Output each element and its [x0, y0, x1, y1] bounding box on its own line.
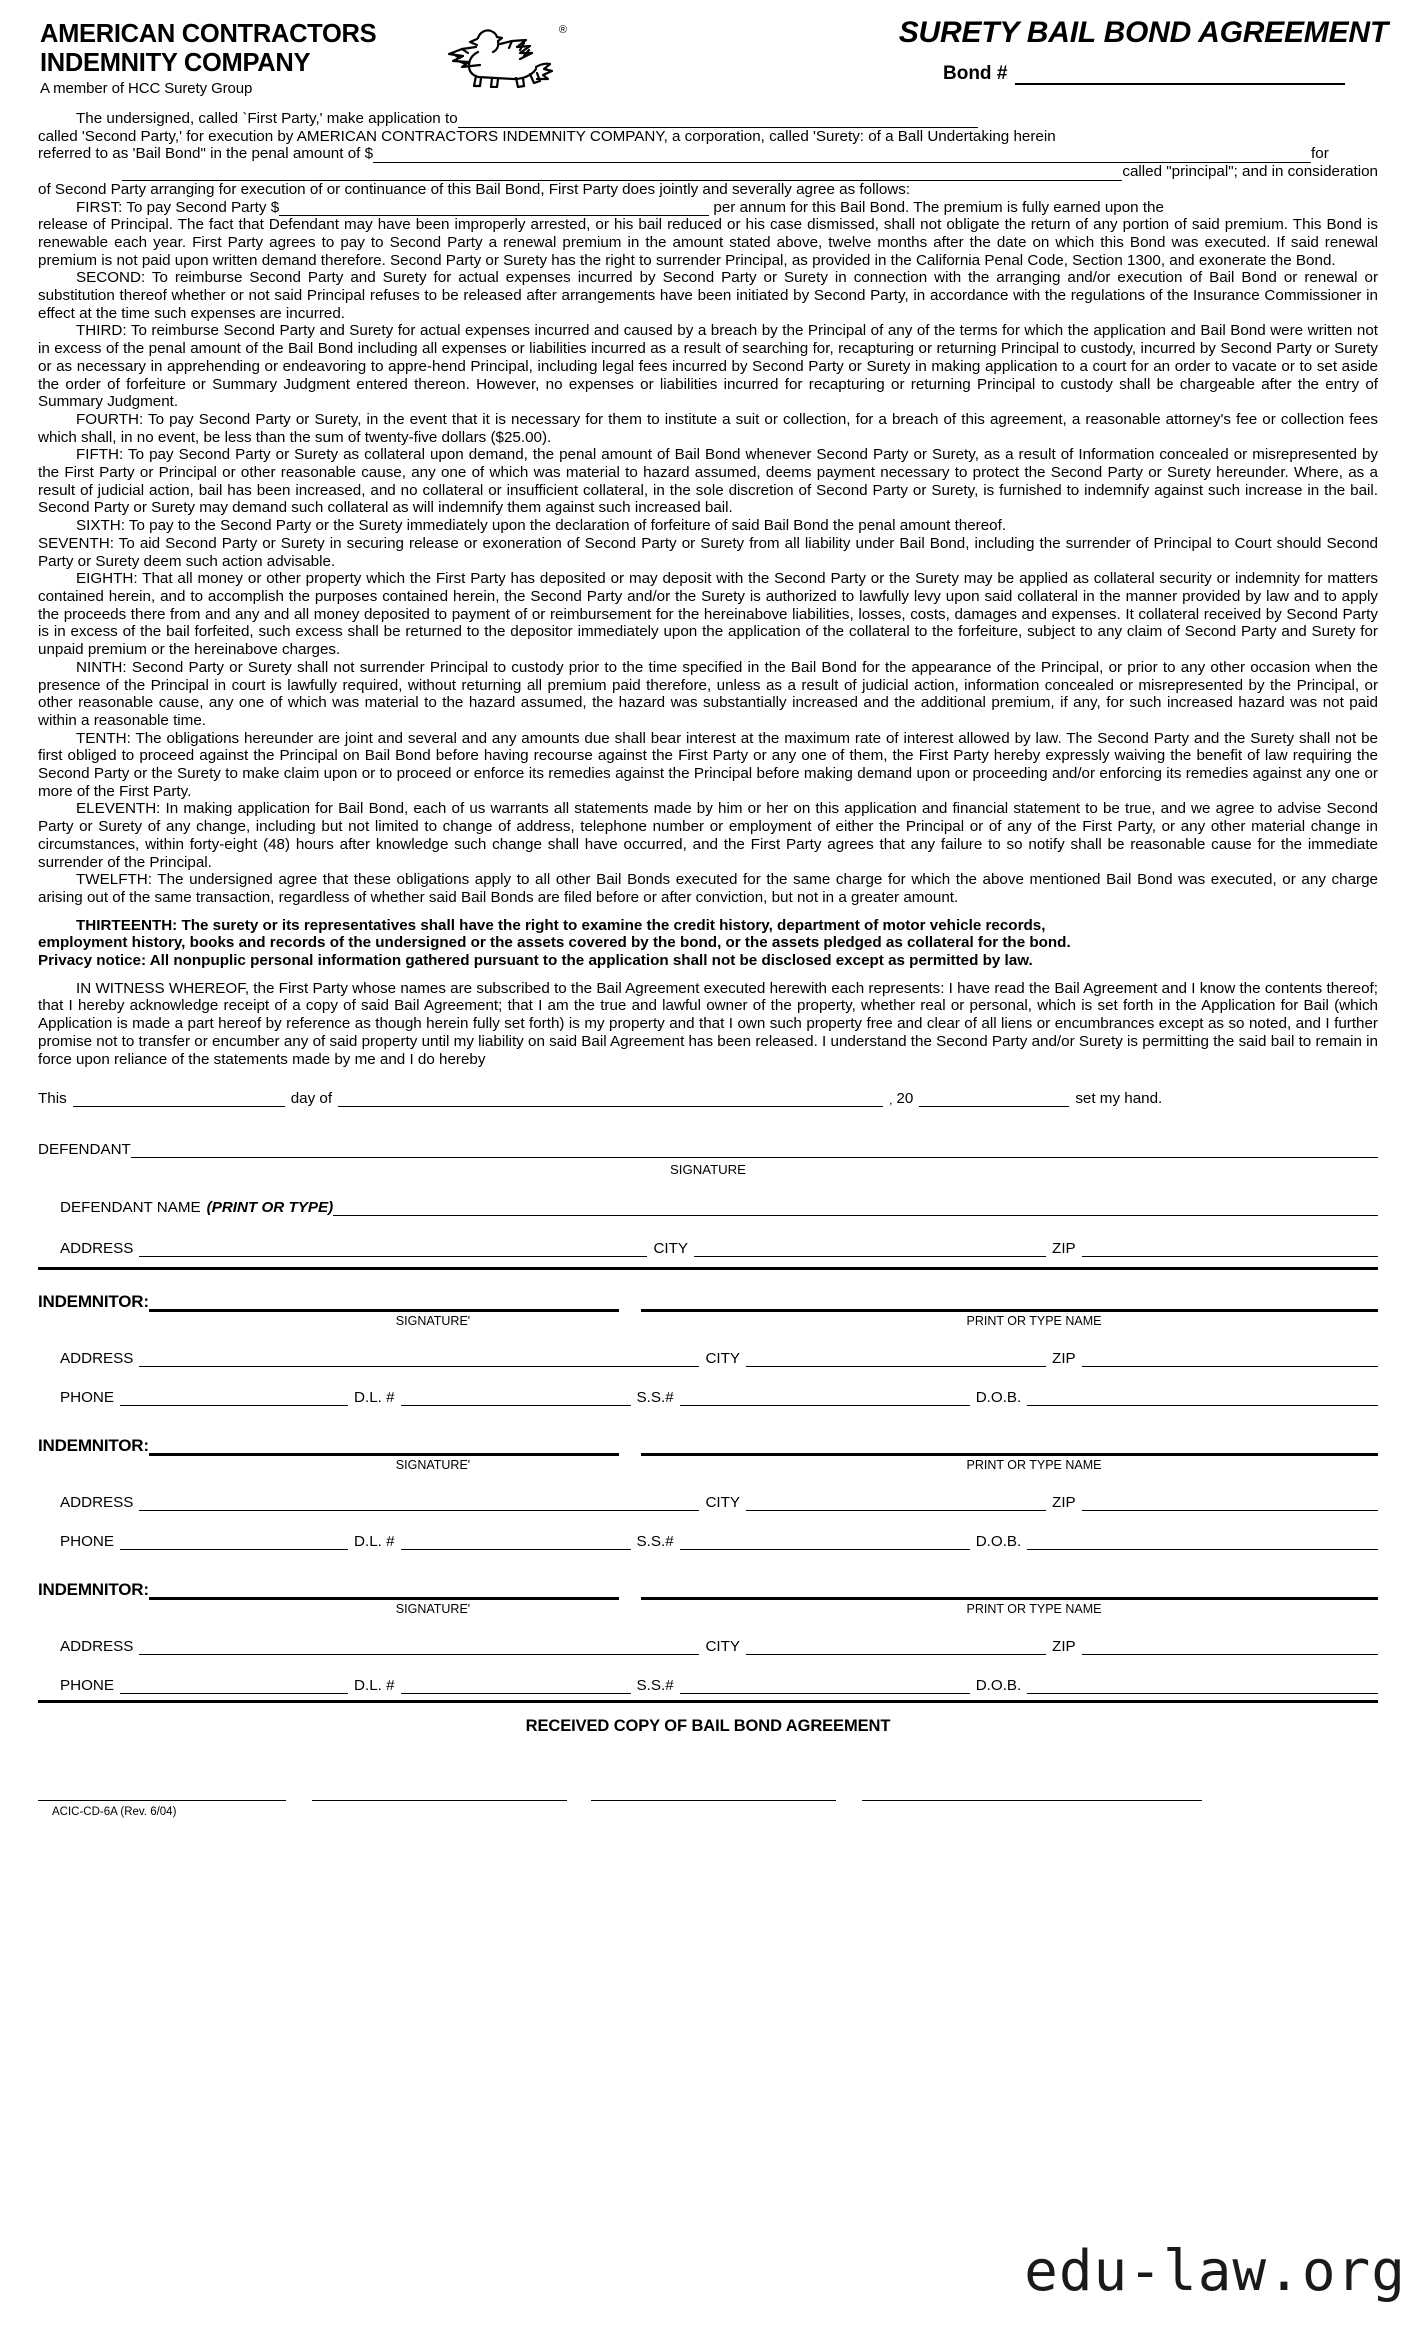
- intro-text-1: The undersigned, called `First Party,' make application to: [76, 110, 458, 127]
- intro-text-4-post: called "principal"; and in consideration: [1122, 163, 1378, 181]
- signature-form-area: [0, 1068, 1416, 1694]
- indemnitor-address-row: [38, 1350, 1378, 1367]
- indemnitor-caption-row: [38, 1314, 1378, 1328]
- indemnitor-address-blank[interactable]: [139, 1352, 699, 1367]
- indemnitor-phone-row: [38, 1677, 1378, 1694]
- indemnitor-phone-row: [38, 1533, 1378, 1550]
- witness-paragraph: IN WITNESS WHEREOF, the First Party whose names are subscribed to the Bail Agreement executed herewith each represents: I have read the Bail Agreement and I know the contents thereof; that I hereby acknowledge receipt of a copy of said Bail Agreement; that I am the true and lawful owner of the property, whether real or personal, which is set forth in the Application for Bail (which Application is made a part hereof by reference as though herein fully set forth) is my property and that I own such property free and clear of all liens or encumbrances except as so noted, and I further promise not to transfer or encumber any of said property until my liability on said Bail Agreement has been released. I understand the Second Party and/or Surety is permitting the said bail to remain in force upon reliance of the statements made by me and I do hereby: [38, 979, 1378, 1068]
- defendant-signature-row: [38, 1141, 1378, 1158]
- day-blank[interactable]: [73, 1092, 285, 1107]
- indemnitor-print-name-blank[interactable]: [641, 1583, 1378, 1600]
- indemnitor-dl-blank[interactable]: [401, 1391, 631, 1406]
- bond-number-field[interactable]: [768, 63, 1388, 85]
- indemnitor-city-blank[interactable]: [746, 1640, 1046, 1655]
- indemnitor-caption-row: [38, 1458, 1378, 1472]
- watermark: edu-law.org: [1024, 2239, 1406, 2304]
- indemnitor-print-name-caption: PRINT OR TYPE NAME: [966, 1602, 1102, 1617]
- intro-line-5: of Second Party arranging for execution of or continuance of this Bail Bond, First Party does jointly and severally agree as follows:: [38, 180, 911, 198]
- indemnitor-city-label: CITY: [705, 1494, 741, 1512]
- indemnitor-dl-blank[interactable]: [401, 1535, 631, 1550]
- date-row: [38, 1090, 1378, 1107]
- indemnitor-address-row: [38, 1494, 1378, 1511]
- company-identity-block: [40, 20, 440, 97]
- indemnitor-title-row: [38, 1580, 1378, 1600]
- clause-fourth: FOURTH: To pay Second Party or Surety, in the event that it is necessary for them to institute a suit or collection, for a breach of this agreement, a reasonable attorney's fee or collection fees which shall, in no event, be less than the sum of twenty-five dollars ($25.00).: [38, 410, 1378, 446]
- registered-trademark-icon: ®: [558, 24, 567, 36]
- clause-thirteenth-line2: employment history, books and records of the undersigned or the assets covered by the bond, or the assets pledged as collateral for the bond.: [38, 934, 1071, 952]
- form-code: ACIC-CD-6A (Rev. 6/04): [52, 1806, 177, 1819]
- clause-tenth: TENTH: The obligations hereunder are joint and several and any amounts due shall bear interest at the maximum rate of interest allowed by law. The Second Party and the Surety shall not be first obliged to proceed against the Principal on Bail Bond before having recourse against the First Party or any one of them, the First Party hereby expressly waiving the benefit of law requiring the Second Party or the Surety to make claim upon or to proceed or enforce its remedies against the Principal before making demand upon or proceeding and/or enforcing its remedies against any one or more of the First Party.: [38, 729, 1378, 800]
- indemnitor-dob-label: D.O.B.: [975, 1677, 1022, 1695]
- indemnitor-caption-row: [38, 1602, 1378, 1616]
- indemnitor-print-name-blank[interactable]: [641, 1439, 1378, 1456]
- indemnitor-address-blank[interactable]: [139, 1496, 699, 1511]
- indemnitor-dob-blank[interactable]: [1027, 1679, 1378, 1694]
- clause-eighth: EIGHTH: That all money or other property which the First Party has deposited or may deposit with the Second Party or the Surety may be applied as collateral security or indemnity for matters contained herein, and to accomplish the purposes contained herein, the Second Party and/or the Surety is authorized to lawfully levy upon said collateral in the manner provided by law and to apply the proceeds there from and any and all money deposited to payment of or reimbursement for the hereinabove liabilities, losses, costs, damages and expenses. It collateral received by Second Party is in excess of the bail forfeited, such excess shall be returned to the depositor immediately upon the application of the collateral to the forfeiture, subject to any claim of Second Party and Surety for unpaid premium or the hereinabove charges.: [38, 570, 1378, 659]
- indemnitor-address-row: [38, 1638, 1378, 1655]
- privacy-notice: Privacy notice: All nonpuplic personal information gathered pursuant to the application shall not be disclosed except as permitted by law.: [38, 952, 1033, 970]
- indemnitor-ss-blank[interactable]: [680, 1535, 970, 1550]
- intro-line-3: [38, 145, 1378, 163]
- month-blank[interactable]: [338, 1092, 883, 1107]
- applicant-blank[interactable]: [458, 114, 978, 128]
- indemnitor-ss-blank[interactable]: [680, 1679, 970, 1694]
- indemnitor-block: [38, 1436, 1378, 1550]
- indemnitor-print-name-caption: PRINT OR TYPE NAME: [966, 1314, 1102, 1329]
- indemnitor-zip-label: ZIP: [1052, 1350, 1076, 1368]
- indemnitor-zip-label: ZIP: [1052, 1638, 1076, 1656]
- indemnitor-signature-blank[interactable]: [149, 1439, 619, 1456]
- company-subtitle: A member of HCC Surety Group: [40, 80, 253, 98]
- indemnitor-print-name-caption: PRINT OR TYPE NAME: [966, 1458, 1102, 1473]
- clause-twelfth: TWELFTH: The undersigned agree that these obligations apply to all other Bail Bonds executed for the same charge for which the above mentioned Bail Bond was executed, or any charge arising out of the same transaction, regardless of whether said Bail Bonds are filed before or after conviction, but not in a greater amount.: [38, 871, 1378, 906]
- indemnitor-phone-row: [38, 1389, 1378, 1406]
- indemnitor-title: INDEMNITOR:: [38, 1580, 149, 1600]
- clause-thirteenth-line1: THIRTEENTH: The surety or its representatives shall have the right to examine the credit history, department of motor vehicle records,: [76, 916, 1046, 934]
- winged-griffin-logo: [420, 16, 565, 88]
- indemnitor-dob-blank[interactable]: [1027, 1391, 1378, 1406]
- indemnitor-phone-label: PHONE: [60, 1677, 115, 1695]
- clause-first-body: release of Principal. The fact that Defendant may have been improperly arrested, or his bail reduced or his case dismissed, shall not obligate the return of any portion of said premium. This Bond is renewable each year. First Party agrees to pay to Second Party a renewal premium in the amount stated above, twelve months after the date on which this Bond was executed. If said renewal premium is not paid upon written demand therefore. Second Party or Surety has the right to surrender Principal, as provided in the California Penal Code, Section 1300, and exonerate the Bond.: [38, 216, 1378, 269]
- clause-first-post: per annum for this Bail Bond. The premium is fully earned upon the: [713, 198, 1164, 216]
- defendant-city-label: CITY: [653, 1240, 689, 1258]
- indemnitor-phone-blank[interactable]: [120, 1679, 348, 1694]
- company-name-line2: INDEMNITY COMPANY: [40, 48, 311, 77]
- indemnitor-dl-label: D.L. #: [354, 1389, 395, 1407]
- defendant-signature-caption: SIGNATURE: [670, 1162, 746, 1178]
- indemnitor-dl-label: D.L. #: [354, 1533, 395, 1551]
- intro-text-3-post: for: [1311, 145, 1329, 163]
- defendant-zip-blank[interactable]: [1082, 1242, 1378, 1257]
- footer-blank-1[interactable]: [38, 1788, 286, 1801]
- indemnitor-zip-blank[interactable]: [1082, 1352, 1378, 1367]
- defendant-city-blank[interactable]: [694, 1242, 1046, 1257]
- defendant-label: DEFENDANT: [38, 1141, 131, 1159]
- indemnitor-city-blank[interactable]: [746, 1496, 1046, 1511]
- indemnitor-zip-label: ZIP: [1052, 1494, 1076, 1512]
- intro-line-1: [38, 110, 1378, 128]
- defendant-name-print-hint: (PRINT OR TYPE): [206, 1199, 334, 1217]
- bond-number-blank[interactable]: [1015, 68, 1345, 85]
- indemnitor-address-blank[interactable]: [139, 1640, 699, 1655]
- clause-seventh: SEVENTH: To aid Second Party or Surety in securing release or exoneration of Second Party or Surety from all liability under Bail Bond, including the surrender of Principal to Court should Second Party or Surety deem such action advisable.: [38, 534, 1378, 570]
- indemnitor-ss-blank[interactable]: [680, 1391, 970, 1406]
- footer-blank-4[interactable]: [862, 1788, 1202, 1801]
- clause-first-head: [38, 199, 1378, 217]
- intro-line-4: [38, 163, 1378, 181]
- title-block: [768, 16, 1388, 85]
- clause-first-pre: FIRST: To pay Second Party $: [76, 198, 280, 216]
- document-header: [0, 0, 1416, 96]
- indemnitor-ss-label: S.S.#: [636, 1389, 674, 1407]
- defendant-address-row: [38, 1240, 1378, 1257]
- footer-signature-lines: [0, 1788, 1416, 1801]
- clause-second: SECOND: To reimburse Second Party and Surety for actual expenses incurred by Second Party or Surety in connection with the arranging and/or execution of Bail Bond or renewal or substitution thereof whether or not said Principal refuses to be released after arrangements have been initiated by Second Party, in accordance with the regulations of the Insurance Commissioner in effect at the time such expenses are incurred.: [38, 269, 1378, 322]
- indemnitor-address-label: ADDRESS: [60, 1638, 134, 1656]
- indemnitor-print-name-blank[interactable]: [641, 1295, 1378, 1312]
- indemnitor-signature-blank[interactable]: [149, 1295, 619, 1312]
- indemnitor-phone-blank[interactable]: [120, 1535, 348, 1550]
- intro-text-3: referred to as 'Bail Bond" in the penal amount of $: [38, 145, 374, 163]
- indemnitor-block: [38, 1580, 1378, 1694]
- indemnitor-signature-blank[interactable]: [149, 1583, 619, 1600]
- indemnitor-block: [38, 1292, 1378, 1406]
- footer-blank-3[interactable]: [591, 1788, 836, 1801]
- company-name-line1: AMERICAN CONTRACTORS: [40, 20, 377, 48]
- agreement-body: [0, 96, 1416, 1068]
- indemnitor-ss-label: S.S.#: [636, 1677, 674, 1695]
- date-comma: ,: [889, 1093, 893, 1108]
- indemnitor-ss-label: S.S.#: [636, 1533, 674, 1551]
- indemnitor-city-label: CITY: [705, 1350, 741, 1368]
- year-prefix: 20: [896, 1090, 914, 1108]
- this-label: This: [38, 1090, 67, 1108]
- clause-sixth: SIXTH: To pay to the Second Party or the Surety immediately upon the declaration of forfeiture of said Bail Bond the penal amount thereof.: [76, 517, 1007, 535]
- indemnitor-phone-label: PHONE: [60, 1389, 115, 1407]
- indemnitor-dob-label: D.O.B.: [975, 1533, 1022, 1551]
- intro-line-2: called 'Second Party,' for execution by AMERICAN CONTRACTORS INDEMNITY COMPANY, a corporation, called 'Surety: of a Ball Undertaking herein: [38, 127, 1056, 145]
- indemnitor-title-row: [38, 1436, 1378, 1456]
- indemnitor-sections: [38, 1292, 1378, 1694]
- indemnitor-signature-caption: SIGNATURE': [395, 1458, 471, 1473]
- year-blank[interactable]: [919, 1092, 1069, 1107]
- indemnitor-city-label: CITY: [705, 1638, 741, 1656]
- page-title: SURETY BAIL BOND AGREEMENT: [898, 16, 1388, 49]
- indemnitor-city-blank[interactable]: [746, 1352, 1046, 1367]
- indemnitor-zip-blank[interactable]: [1082, 1640, 1378, 1655]
- clause-ninth: NINTH: Second Party or Surety shall not surrender Principal to custody prior to the time specified in the Bail Bond for the appearance of the Principal, or prior to any other occasion when the presence of the Principal in court is lawfully required, without returning all premium paid therefore, unless as a result of judicial action, information concealed or misrepresented by the Principal, or other reasonable cause, any one of which was material to the hazard assumed, the hazard was substantially increased and the additional premium, if any, for such increased hazard was not paid within a reasonable time.: [38, 658, 1378, 729]
- indemnitor-address-label: ADDRESS: [60, 1494, 134, 1512]
- defendant-name-label: DEFENDANT NAME: [60, 1199, 201, 1217]
- received-copy-title: RECEIVED COPY OF BAIL BOND AGREEMENT: [525, 1717, 891, 1736]
- clause-fifth: FIFTH: To pay Second Party or Surety as collateral upon demand, the penal amount of Bail Bond whenever Second Party or Surety, as a result of Information concealed or misrepresented by the First Party or Principal or other reasonable cause, any one of which was material to hazard assumed, deems payment necessary to protect the Second Party or Surety hereunder. Where, as a result of judicial action, bail has been increased, and no collateral or insufficient collateral, in the sole discretion of Second Party or Surety, is furnished to indemnify against such increase in the bail. Second Party or Surety may demand such collateral as will indemnify them against such increased bail.: [38, 446, 1378, 517]
- indemnitor-signature-caption: SIGNATURE': [395, 1314, 471, 1329]
- indemnitor-address-label: ADDRESS: [60, 1350, 134, 1368]
- clause-third: THIRD: To reimburse Second Party and Surety for actual expenses incurred and caused by a breach by the Principal of any of the terms for which the application and Bail Bond were written not in excess of the penal amount of the Bail Bond including all expenses or liabilities incurred as a result of searching for, recapturing or returning Principal to custody, incurred by Second Party or Surety or as necessary in apprehending or endeavoring to appre-hend Principal, including legal fees incurred by Second Party or Surety in making application to a court for an order to vacate or to set aside the order of forfeiture or Summary Judgment entered thereon. However, no expenses or liabilities incurred for recapturing or returning Principal to custody shall be chargeable after the entry of Summary Judgment.: [38, 322, 1378, 411]
- defendant-zip-label: ZIP: [1052, 1240, 1076, 1258]
- indemnitor-dl-blank[interactable]: [401, 1679, 631, 1694]
- set-my-hand-label: set my hand.: [1075, 1090, 1163, 1108]
- indemnitor-title: INDEMNITOR:: [38, 1292, 149, 1312]
- defendant-signature-blank[interactable]: [131, 1143, 1378, 1158]
- footer-blank-2[interactable]: [312, 1788, 567, 1801]
- penal-amount-blank[interactable]: [373, 149, 1311, 163]
- indemnitor-dl-label: D.L. #: [354, 1677, 395, 1695]
- indemnitor-title: INDEMNITOR:: [38, 1436, 149, 1456]
- indemnitor-phone-label: PHONE: [60, 1533, 115, 1551]
- defendant-name-blank[interactable]: [333, 1201, 1378, 1216]
- indemnitor-signature-caption: SIGNATURE': [395, 1602, 471, 1617]
- principal-name-blank[interactable]: [122, 167, 1122, 181]
- indemnitor-zip-blank[interactable]: [1082, 1496, 1378, 1511]
- bond-number-label: Bond #: [943, 63, 1008, 84]
- defendant-name-row: [38, 1199, 1378, 1216]
- indemnitor-dob-label: D.O.B.: [975, 1389, 1022, 1407]
- indemnitor-phone-blank[interactable]: [120, 1391, 348, 1406]
- premium-amount-blank[interactable]: [279, 202, 709, 216]
- defendant-address-blank[interactable]: [139, 1242, 647, 1257]
- indemnitor-title-row: [38, 1292, 1378, 1312]
- clause-eleventh: ELEVENTH: In making application for Bail Bond, each of us warrants all statements made by him or her on this application and financial statement to be true, and we agree to advise Second Party or Surety of any change, including but not limited to change of address, telephone number or employment of either the Principal or of any of the First Party, or any other material change in circumstances, within forty-eight (48) hours after knowledge such change shall have occurred, and the First Party agrees that any failure to so notify shall be reasonable cause for the immediate surrender of the Principal.: [38, 800, 1378, 871]
- indemnitor-dob-blank[interactable]: [1027, 1535, 1378, 1550]
- day-of-label: day of: [290, 1090, 333, 1108]
- defendant-address-label: ADDRESS: [60, 1240, 134, 1258]
